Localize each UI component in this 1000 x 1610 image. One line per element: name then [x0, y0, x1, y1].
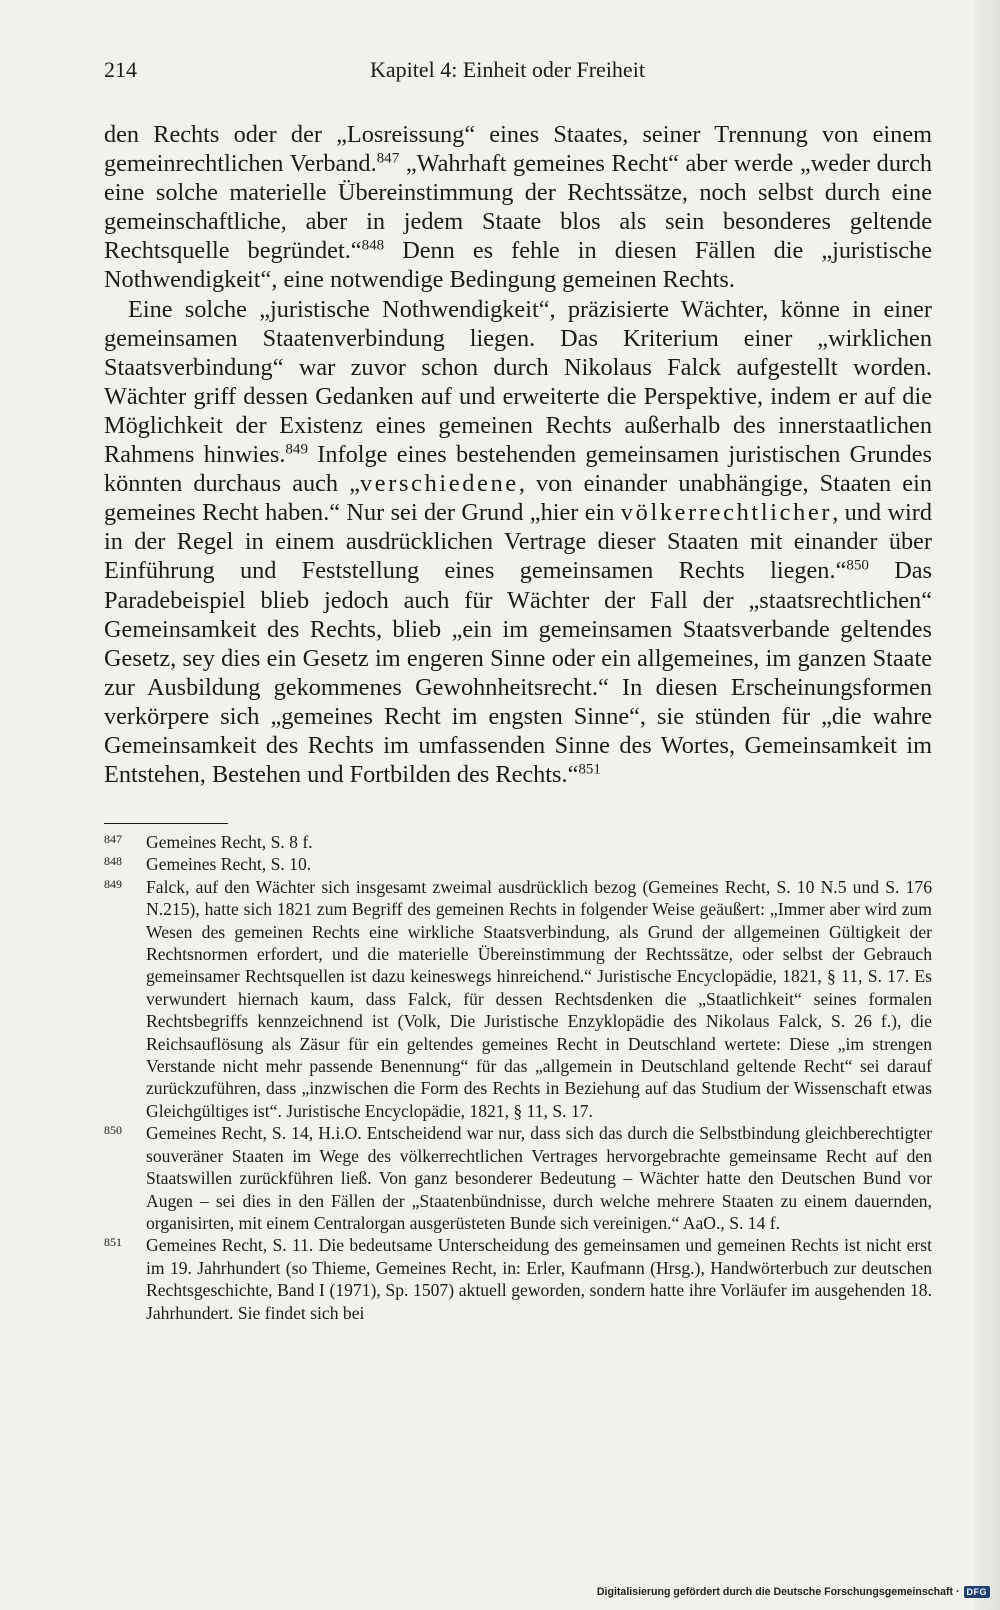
footnote-number: 847: [104, 832, 122, 846]
text-run: Das Paradebeispiel blieb jedoch auch für Wächter der Fall der „staatsrechtlichen“ Gemeinsamkeit des Rechts, blieb „ein im gemeinsamen Staatsverbande geltendes Gesetz, sey dies ein Gesetz im engeren Sinne oder ein allgemeines, im ganzen Staate zur Ausbildung gekommenes Gewohnheitsrecht.“ In diesen Erscheinungsformen verkörpere sich „gemeines Recht im engsten Sinne“, sie stünden für „die wahre Gemeinsamkeit des Rechts im umfassenden Sinne des Wortes, Gemeinsamkeit im Entstehen, Bestehen und Fortbilden des Rechts.“: [104, 557, 932, 789]
banner-text: Digitalisierung gefördert durch die Deutsche Forschungsgemeinschaft ·: [596, 1586, 960, 1598]
footnote-number: 851: [104, 1235, 122, 1250]
footnote-ref-851[interactable]: 851: [578, 761, 601, 778]
text-run: , von einander unabhängige, Staaten ein gemeines Recht haben.“ Nur sei der Grund „hier ein: [104, 470, 932, 527]
footnote-number: 850: [104, 1123, 122, 1138]
emphasized-text: verschiedene: [359, 470, 519, 498]
footnote-divider: [104, 823, 228, 824]
text-run: den Rechts oder der „Losreissung“ eines Staates, seiner Trennung von einem gemeinrechtlichen Verband.: [104, 121, 932, 178]
digitization-banner: [597, 1583, 990, 1601]
footnote-ref-850[interactable]: 850: [846, 558, 869, 575]
footnote-text: Gemeines Recht, S. 10.: [146, 854, 312, 875]
text-run: , und wird in der Regel in einem ausdrücklichen Vertrage dieser Staaten mit einander über Einführung und Feststellung eines gemeinsamen Rechts liegen.“: [104, 499, 932, 585]
footnote-number: 849: [104, 876, 122, 891]
footnote-text: Gemeines Recht, S. 14, H.i.O. Entscheidend war nur, dass sich das durch die Selbstbindung gleichberechtigter souveräner Staaten im Wege des völkerrechtlichen Vertrages hervorgebrachte gemeinsame Recht auf den Staatswillen zurückführen ließ. Von ganz besonderer Bedeutung – Wächter hatte den Deutschen Bund vor Augen – sei dies in den Fällen der „Staatenbündnisse, durch welche mehrere Staaten zu einem dauernden, organisirten, mit einem Centralorgan ausgerüsteten Bunde sich vereinigen.“ AaO., S. 14 f.: [146, 1123, 932, 1233]
page-number: 214: [104, 57, 137, 82]
footnotes: [104, 831, 932, 1324]
running-head: Kapitel 4: Einheit oder Freiheit: [370, 57, 645, 82]
footnote-number: 848: [104, 854, 122, 869]
page-edge-shadow: [974, 0, 1000, 1610]
footnote-text: Gemeines Recht, S. 11. Die bedeutsame Unterscheidung des gemeinsamen und gemeinen Rechts ist nicht erst im 19. Jahrhundert (so Thieme, Gemeines Recht, in: Erler, Kaufmann (Hrsg.), Handwörterbuch zur deutschen Rechtsgeschichte, Band I (1971), Sp. 1507) aktuell geworden, sondern hatte ihre Vorläufer im ausgehenden 18. Jahrhundert. Sie findet sich bei: [146, 1235, 932, 1323]
page-header: [104, 57, 930, 87]
footnote-847: [104, 831, 932, 853]
footnote-850: [104, 1122, 932, 1234]
footnote-848: [104, 853, 932, 875]
paragraph-1: [104, 120, 932, 295]
emphasized-text: völkerrechtlicher: [620, 499, 833, 527]
main-text: [104, 120, 932, 789]
footnote-851: [104, 1234, 932, 1324]
footnote-ref-848[interactable]: 848: [361, 238, 385, 255]
text-run: Denn es fehle in diesen Fällen die „juristische Nothwendigkeit“, eine notwendige Bedingung gemeinen Rechts.: [104, 237, 932, 294]
footnote-text: Falck, auf den Wächter sich insgesamt zweimal ausdrücklich bezog (Gemeines Recht, S. 10 N.5 und S. 176 N.215), hatte sich 1821 zum Begriff des gemeinen Rechts in folgender Weise geäußert: „Immer aber wird zum Wesen des gemeinen Rechts eine wirkliche Staatsverbindung, als Grund der allgemeinen Gültigkeit der Rechtsnormen erfordert, und die materielle Übereinstimmung der Rechtssätze, oder selbst der Gebrauch gemeinsamer Rechtsquellen ist dazu keineswegs hinreichend.“ Juristische Encyclopädie, 1821, § 11, S. 17. Es verwundert hiernach kaum, dass Falck, für dessen Rechtsdenken die „Staatlichkeit“ seines formalen Rechtsbegriffs kennzeichnend ist (Volk, Die Juristische Enzyklopädie des Nikolaus Falck, S. 26 f.), die Reichsauflösung als Zäsur für ein geltendes gemeines Recht in Deutschland wertete: Diese „im strengen Verstande nicht mehr passende Benennung“ für das „allgemein in Deutschland geltende Recht“ sei darauf zurückzuführen, dass „inzwischen die Form des Rechts in Beziehung auf das Studium der Wissenschaft etwas Gleichgültiges ist“. Juristische Encyclopädie, 1821, § 11, S. 17.: [146, 876, 932, 1121]
text-run: Infolge eines bestehenden gemeinsamen juristischen Grundes könnten durchaus auch „: [104, 441, 932, 498]
footnote-text: Gemeines Recht, S. 8 f.: [146, 832, 313, 852]
footnote-ref-849[interactable]: 849: [285, 441, 308, 458]
dfg-logo-icon: DFG: [964, 1586, 991, 1598]
paragraph-2: [104, 295, 932, 790]
text-run: „Wahrhaft gemeines Recht“ aber werde „weder durch eine solche materielle Übereinstimmung der Rechtssätze, noch selbst durch eine gemeinschaftliche, aber in jedem Staate blos als sein besonderes geltende Rechtsquelle begründet.“: [104, 150, 932, 265]
text-run: Eine solche „juristische Nothwendigkeit“, präzisierte Wächter, könne in einer gemeinsamen Staatenverbindung liegen. Das Kriterium einer „wirklichen Staatsverbindung“ war zuvor schon durch Nikolaus Falck aufgestellt worden. Wächter griff dessen Gedanken auf und erweiterte die Perspektive, indem er auf die Möglichkeit der Existenz eines gemeinen Rechts außerhalb des innerstaatlichen Rahmens hinwies.: [104, 295, 932, 469]
footnote-ref-847[interactable]: 847: [376, 150, 400, 167]
footnote-849: [104, 876, 932, 1122]
